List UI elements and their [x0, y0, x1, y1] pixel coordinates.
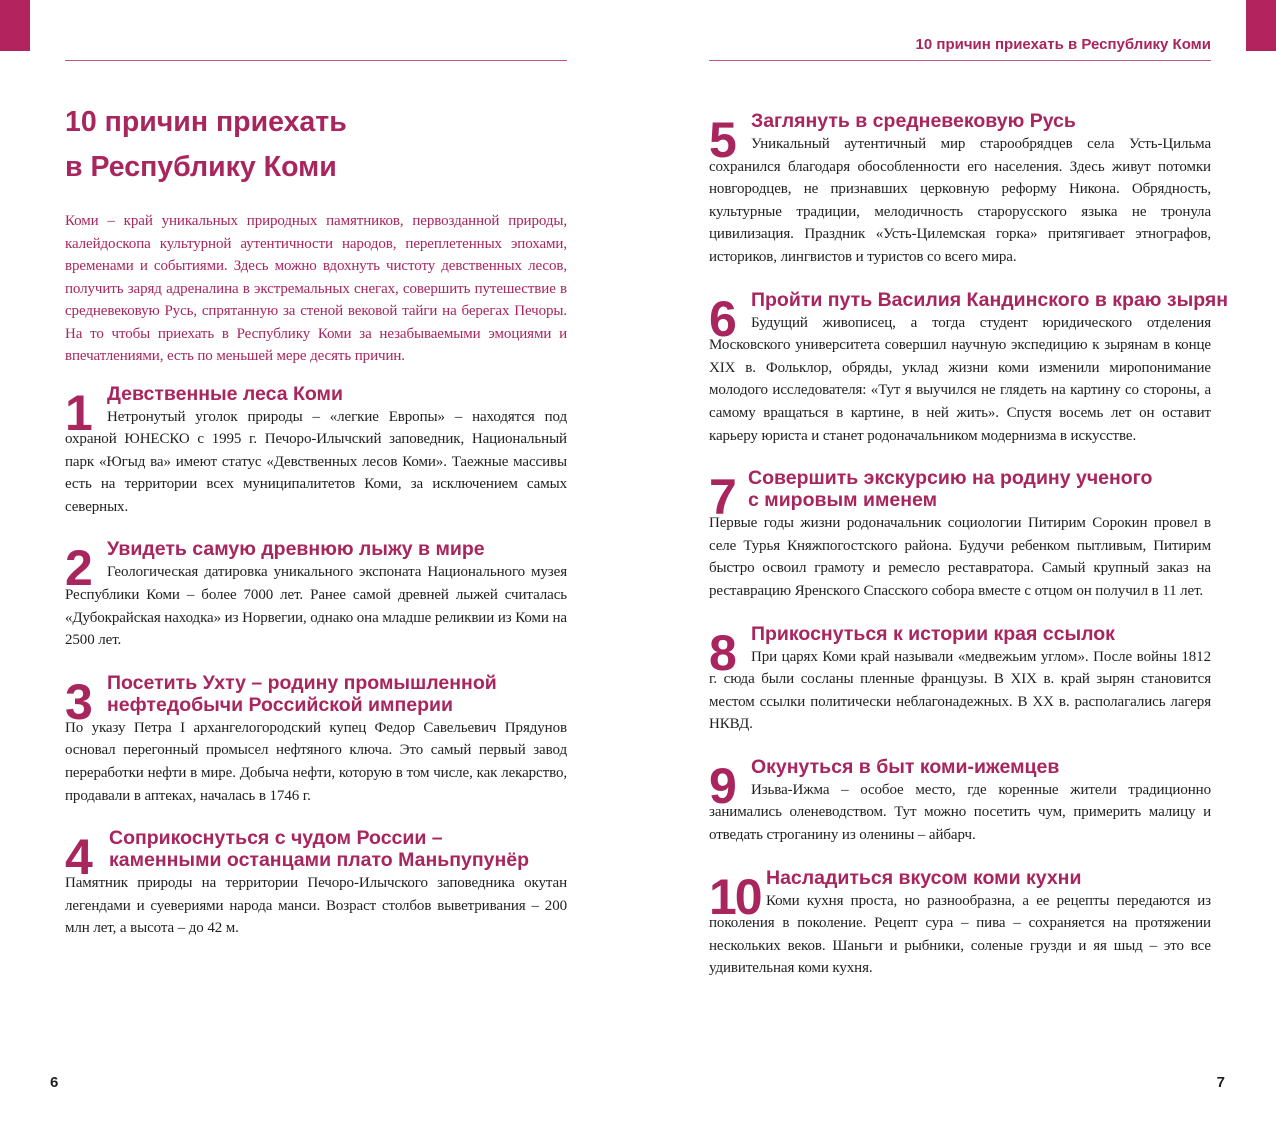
page-number-right: 7	[1216, 1074, 1225, 1091]
reason-title	[107, 672, 567, 716]
reason-number: 8	[709, 624, 737, 681]
reason-title	[751, 756, 1211, 778]
reason-title-line: с мировым именем	[748, 489, 938, 512]
reason-9	[709, 756, 1211, 847]
reason-3	[65, 672, 567, 807]
reason-number: 5	[709, 112, 737, 168]
reason-title-line: Насладиться вкусом коми кухни	[766, 866, 1082, 889]
reason-title	[748, 467, 1211, 511]
reason-number: 9	[709, 757, 737, 814]
reason-text: Геологическая датировка уникального экспоната Национального музея Республики Коми – более 7000 лет. Ранее самой древней лыжей считалась «Дубокрайская находка» из Норвегии, однако она младше реликвии из Коми на 2500 лет.	[65, 564, 567, 649]
reason-title-line: Заглянуть в средневековую Русь	[751, 110, 1076, 132]
reason-text: Уникальный аутентичный мир старообрядцев села Усть-Цильма сохранился благодаря обособленности его населения. Здесь живут потомки новгородцев, не признавших церковную реформу Никона. Обрядность, культурные традиции, мелодичность старорусского языка не тронула цивилизация. Праздник «Усть-Цилемская горка» притягивает этнографов, историков, лингвистов и туристов со всего мира.	[709, 136, 1211, 265]
page-title	[65, 100, 567, 190]
reason-text: Коми кухня проста, но разнообразна, а ее рецепты передаются из поколения в поколение. Рецепт сура – пива – сохраняется на протяжении нескольких веков. Шаньги и рыбники, соленые грузди и яя шыд – это все удивительная коми кухня.	[709, 892, 1211, 977]
reason-title-line: каменными останцами плато Маньпупунёр	[109, 849, 529, 872]
reason-number: 1	[65, 384, 93, 441]
reason-title-line: Пройти путь Василия Кандинского в краю зырян	[751, 288, 1229, 311]
page-number-left: 6	[50, 1074, 59, 1091]
reason-title	[766, 867, 1211, 889]
reason-1	[65, 383, 567, 519]
reason-title-line: Девственные леса Коми	[107, 382, 343, 405]
reason-title	[109, 827, 567, 871]
left-page-column	[65, 100, 567, 940]
reason-number: 3	[65, 673, 93, 730]
reason-title-line: Совершить экскурсию на родину ученого	[748, 467, 1153, 490]
reason-5	[709, 110, 1211, 269]
reason-10	[709, 867, 1211, 980]
reason-7	[709, 467, 1211, 602]
reason-text: Изьва-Ижма – особое место, где коренные жители традиционно занимались оленеводством. Тут можно посетить чум, примерить малицу и отведать строганину из оленины – айбарч.	[709, 781, 1211, 844]
reason-number: 10	[709, 868, 761, 925]
reason-title	[107, 538, 567, 560]
right-corner-tab	[1246, 0, 1276, 51]
right-header-rule	[709, 60, 1211, 61]
left-header-rule	[65, 60, 567, 61]
reason-number: 4	[65, 829, 93, 886]
intro-paragraph: Коми – край уникальных природных памятников, первозданной природы, калейдоскопа культурной аутентичности народов, переплетенных эпохами, временами и событиями. Здесь можно вдохнуть чистоту девственных лесов, получить заряд адреналина в экстремальных снегах, совершить путешествие в средневековую Русь, спрятанную за стеной вековой тайги на берегах Печоры. На то чтобы приехать в Республику Коми за незабываемыми эмоциями и впечатлениями, есть по меньшей мере десять причин.	[65, 213, 567, 364]
reason-title	[751, 623, 1211, 645]
reason-title	[751, 288, 1229, 311]
reason-number: 6	[709, 290, 737, 347]
reason-text: По указу Петра I архангелогородский купец Федор Савельевич Прядунов основал перегонный промысел нефтяного ключа. Это самый первый завод переработки нефти в мире. Добыча нефти, которую в том числе, как лекарство, продавали в аптеках, началась в 1746 г.	[65, 719, 567, 804]
reason-number: 2	[65, 540, 93, 597]
reason-8	[709, 623, 1211, 736]
reason-title-line: Посетить Ухту – родину промышленной	[107, 671, 497, 694]
reason-6	[709, 288, 1229, 448]
reason-2	[65, 538, 567, 651]
reason-title	[107, 383, 567, 405]
reason-title-line: нефтедобычи Российской империи	[107, 693, 453, 716]
page-title-line-1: 10 причин приехать	[65, 106, 347, 138]
page-title-line-2: в Республику Коми	[65, 151, 337, 183]
running-head: 10 причин приехать в Республику Коми	[915, 36, 1211, 53]
reason-title	[751, 110, 1211, 132]
reason-title-line: Увидеть самую древнюю лыжу в мире	[107, 538, 485, 561]
reason-text: При царях Коми край называли «медвежьим углом». После войны 1812 г. сюда были сосланы пленные французы. В XIX в. край зырян становится местом ссылки политически неблагонадежных. В XX в. располагались лагеря НКВД.	[709, 648, 1211, 733]
reason-text: Памятник природы на территории Печоро-Илычского заповедника окутан легендами и суевериями народа манси. Возраст столбов выветривания – 200 млн лет, а высота – до 42 м.	[65, 875, 567, 937]
reason-title-line: Соприкоснуться с чудом России –	[109, 827, 443, 850]
reason-text: Нетронутый уголок природы – «легкие Европы» – находятся под охраной ЮНЕСКО с 1995 г. Печоро-Илычский заповедник, Национальный парк «Югыд ва» имеют статус «Девственных лесов Коми». Таежные массивы есть на территории всех муниципалитетов Коми, за исключением самых северных.	[65, 408, 567, 515]
right-page-column	[709, 110, 1229, 980]
reason-title-line: Окунуться в быт коми-ижемцев	[751, 755, 1060, 778]
reason-number: 7	[709, 469, 737, 526]
reason-4	[65, 827, 567, 940]
reason-title-line: Прикоснуться к истории края ссылок	[751, 622, 1115, 645]
reason-text: Первые годы жизни родоначальник социологии Питирим Сорокин провел в селе Турья Княжпогостского района. Будучи ребенком пытливым, Питирим быстро освоил грамоту и ремесло реставратора. Самый крупный заказ на реставрацию Яренского Спасского собора вместе с отцом он получил в 11 лет.	[709, 515, 1211, 599]
left-corner-tab	[0, 0, 30, 51]
reason-text: Будущий живописец, а тогда студент юридического отделения Московского университета совершил научную экспедицию к зырянам в конце XIX в. Фольклор, обряды, уклад жизни коми изменили миропонимание молодого исследователя: «Тут я выучился не глядеть на картину со стороны, а самому вращаться в картине, в ней жить». Спустя восемь лет он оставит карьеру юриста и станет родоначальником модернизма в искусстве.	[709, 314, 1211, 444]
